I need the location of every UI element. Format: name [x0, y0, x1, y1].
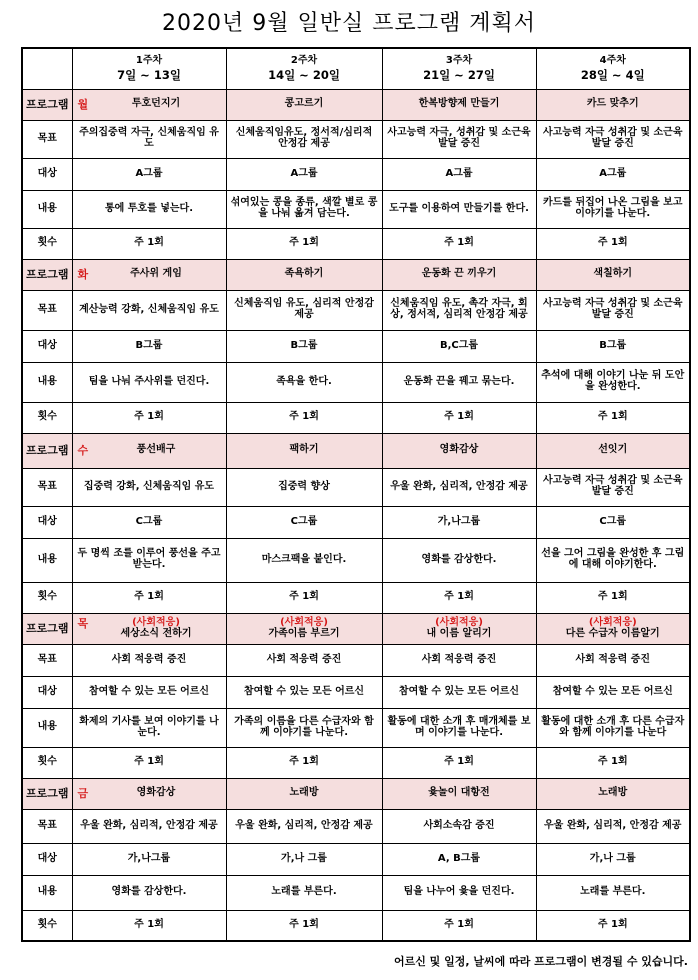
schedule-cell: 노래방: [226, 778, 382, 809]
schedule-cell: 주 1회: [72, 402, 226, 433]
goal-row: [22, 809, 690, 843]
schedule-cell: 콩고르기: [226, 89, 382, 120]
schedule-cell: A그룹: [226, 158, 382, 190]
schedule-cell: 마스크팩을 붙인다.: [226, 538, 382, 582]
goal-row: [22, 120, 690, 158]
program-name: 주사위 게임: [130, 267, 182, 279]
target-row: [22, 843, 690, 875]
program-row: [22, 613, 690, 644]
schedule-cell: 운동화 끈 끼우기: [382, 259, 536, 290]
goal-row: [22, 644, 690, 676]
week-header: [226, 48, 382, 89]
program-name: 영화감상: [136, 786, 176, 798]
schedule-cell: 활동에 대한 소개 후 매개체를 보며 이야기를 나눈다.: [382, 708, 536, 747]
schedule-cell: 우울 완화, 심리적, 안정감 제공: [382, 468, 536, 506]
week-label: 4주차: [599, 55, 626, 67]
row-label: 프로그램: [22, 613, 72, 644]
schedule-cell: 주 1회: [72, 228, 226, 259]
program-plan-table: [21, 47, 691, 942]
frequency-row: [22, 402, 690, 433]
schedule-cell: 사고능력 자극 성취감 및 소근육 발달 증진: [536, 290, 690, 330]
row-label: 대상: [22, 330, 72, 362]
week-dates: 28일 ~ 4일: [580, 67, 645, 82]
week-label: 3주차: [445, 55, 473, 67]
week-dates: 14일 ~ 20일: [268, 67, 340, 82]
program-name: 투호던지기: [131, 97, 181, 109]
schedule-cell: 영화를 감상한다.: [72, 875, 226, 910]
schedule-cell: A그룹: [72, 158, 226, 190]
schedule-cell: 주 1회: [382, 582, 536, 613]
target-row: [22, 158, 690, 190]
schedule-cell: 사고능력 자극, 성취감 및 소근육 발달 증진: [382, 120, 536, 158]
row-label: 목표: [22, 644, 72, 676]
week-header: [72, 48, 226, 89]
schedule-cell: 카드 맞추기: [536, 89, 690, 120]
schedule-cell: 선잇기: [536, 433, 690, 468]
schedule-cell: B,C그룹: [382, 330, 536, 362]
goal-row: [22, 290, 690, 330]
content-row: [22, 362, 690, 402]
schedule-cell: 가족의 이름을 다른 수급자와 함께 이야기를 나눈다.: [226, 708, 382, 747]
schedule-cell: 영화감상: [382, 433, 536, 468]
schedule-cell: 선을 그어 그림을 완성한 후 그림에 대해 이야기한다.: [536, 538, 690, 582]
row-label: 목표: [22, 120, 72, 158]
row-label: 목표: [22, 468, 72, 506]
schedule-cell: [382, 613, 536, 644]
schedule-cell: [72, 778, 226, 809]
schedule-cell: 주 1회: [536, 228, 690, 259]
row-label: 내용: [22, 190, 72, 228]
schedule-cell: 참여할 수 있는 모든 어르신: [382, 676, 536, 708]
schedule-cell: 주 1회: [72, 910, 226, 941]
schedule-cell: 주 1회: [226, 402, 382, 433]
schedule-cell: 사회 적응력 증진: [536, 644, 690, 676]
schedule-cell: B그룹: [536, 330, 690, 362]
social-tag: (사회적응): [280, 616, 328, 628]
page-title: 2020년 9월 일반실 프로그램 계획서: [162, 11, 536, 36]
program-name: 세상소식 전하기: [120, 627, 192, 639]
schedule-cell: 주 1회: [226, 910, 382, 941]
schedule-cell: 추석에 대해 이야기 나눈 뒤 도안을 완성한다.: [536, 362, 690, 402]
weekday-label: 월: [77, 97, 89, 111]
schedule-cell: A그룹: [382, 158, 536, 190]
row-label: 내용: [22, 708, 72, 747]
schedule-cell: C그룹: [226, 506, 382, 538]
schedule-cell: 사고능력 자극 성취감 및 소근육 발달 증진: [536, 120, 690, 158]
week-header: [536, 48, 690, 89]
schedule-cell: A, B그룹: [382, 843, 536, 875]
content-row: [22, 708, 690, 747]
row-label: 프로그램: [22, 259, 72, 290]
schedule-cell: 신체움직임유도, 정서적/심리적 안정감 제공: [226, 120, 382, 158]
schedule-cell: C그룹: [536, 506, 690, 538]
social-tag: (사회적응): [132, 616, 180, 628]
content-row: [22, 190, 690, 228]
schedule-cell: A그룹: [536, 158, 690, 190]
schedule-cell: 통에 투호를 넣는다.: [72, 190, 226, 228]
schedule-cell: 가,나 그룹: [226, 843, 382, 875]
schedule-cell: 우울 완화, 심리적, 안정감 제공: [536, 809, 690, 843]
row-label: 프로그램: [22, 778, 72, 809]
program-row: [22, 433, 690, 468]
weekday-label: 목: [77, 616, 89, 630]
schedule-cell: 주 1회: [226, 747, 382, 778]
row-label: 프로그램: [22, 89, 72, 120]
row-label: 대상: [22, 506, 72, 538]
schedule-cell: 가,나그룹: [72, 843, 226, 875]
row-label: 대상: [22, 158, 72, 190]
schedule-cell: 팀을 나눠 주사위를 던진다.: [72, 362, 226, 402]
schedule-cell: 사회 적응력 증진: [72, 644, 226, 676]
schedule-cell: 카드를 뒤집어 나온 그림을 보고 이야기를 나눈다.: [536, 190, 690, 228]
schedule-cell: B그룹: [226, 330, 382, 362]
frequency-row: [22, 228, 690, 259]
schedule-cell: 팀을 나누어 윷을 던진다.: [382, 875, 536, 910]
row-label: 목표: [22, 809, 72, 843]
program-name: 가족이름 부르기: [268, 627, 340, 639]
schedule-cell: 족욕을 한다.: [226, 362, 382, 402]
target-row: [22, 330, 690, 362]
schedule-cell: 참여할 수 있는 모든 어르신: [72, 676, 226, 708]
schedule-cell: [226, 613, 382, 644]
schedule-cell: 도구를 이용하여 만들기를 한다.: [382, 190, 536, 228]
schedule-cell: 족욕하기: [226, 259, 382, 290]
schedule-cell: 섞여있는 콩을 종류, 색깔 별로 콩을 나눠 옮겨 담는다.: [226, 190, 382, 228]
week-dates: 7일 ~ 13일: [117, 67, 181, 82]
schedule-cell: 두 명씩 조를 이루어 풍선을 주고 받는다.: [72, 538, 226, 582]
row-label: 횟수: [22, 582, 72, 613]
row-label: 내용: [22, 362, 72, 402]
schedule-cell: 집중력 향상: [226, 468, 382, 506]
week-header: [382, 48, 536, 89]
schedule-cell: 사고능력 자극 성취감 및 소근육 발달 증진: [536, 468, 690, 506]
schedule-cell: [72, 613, 226, 644]
schedule-cell: C그룹: [72, 506, 226, 538]
frequency-row: [22, 582, 690, 613]
target-row: [22, 676, 690, 708]
row-label: 횟수: [22, 747, 72, 778]
schedule-cell: 주 1회: [536, 402, 690, 433]
social-tag: (사회적응): [435, 616, 483, 628]
weekday-label: 금: [77, 786, 89, 800]
schedule-cell: 활동에 대한 소개 후 다른 수급자와 함께 이야기를 나눈다: [536, 708, 690, 747]
row-label: 대상: [22, 676, 72, 708]
schedule-cell: 주 1회: [536, 747, 690, 778]
frequency-row: [22, 910, 690, 941]
weekday-label: 화: [77, 267, 89, 281]
schedule-cell: 주 1회: [226, 228, 382, 259]
social-tag: (사회적응): [588, 616, 637, 628]
schedule-cell: 집중력 강화, 신체움직임 유도: [72, 468, 226, 506]
content-row: [22, 538, 690, 582]
schedule-cell: [72, 433, 226, 468]
schedule-cell: 색칠하기: [536, 259, 690, 290]
schedule-cell: 주 1회: [72, 747, 226, 778]
schedule-cell: 사회 적응력 증진: [226, 644, 382, 676]
schedule-cell: 주 1회: [382, 402, 536, 433]
schedule-cell: 화제의 기사를 보여 이야기를 나눈다.: [72, 708, 226, 747]
content-row: [22, 875, 690, 910]
program-name: 풍선배구: [136, 443, 176, 455]
schedule-cell: 팩하기: [226, 433, 382, 468]
schedule-cell: 주 1회: [226, 582, 382, 613]
row-label: 프로그램: [22, 433, 72, 468]
program-row: [22, 89, 690, 120]
week-header-row: [22, 48, 690, 89]
week-label: 1주차: [135, 55, 163, 67]
schedule-cell: [536, 613, 690, 644]
schedule-cell: B그룹: [72, 330, 226, 362]
schedule-cell: 윷놀이 대항전: [382, 778, 536, 809]
schedule-cell: 노래방: [536, 778, 690, 809]
schedule-cell: 가,나그룹: [382, 506, 536, 538]
schedule-cell: 주 1회: [382, 747, 536, 778]
schedule-cell: 사회소속감 증진: [382, 809, 536, 843]
frequency-row: [22, 747, 690, 778]
program-name: 다른 수급자 이름알기: [565, 627, 660, 639]
weekday-label: 수: [77, 443, 89, 457]
schedule-cell: 가,나 그룹: [536, 843, 690, 875]
schedule-cell: 우울 완화, 심리적, 안정감 제공: [72, 809, 226, 843]
row-label: 횟수: [22, 402, 72, 433]
schedule-cell: 참여할 수 있는 모든 어르신: [226, 676, 382, 708]
schedule-cell: 참여할 수 있는 모든 어르신: [536, 676, 690, 708]
schedule-cell: 주 1회: [72, 582, 226, 613]
target-row: [22, 506, 690, 538]
schedule-cell: 주 1회: [536, 582, 690, 613]
corner-cell: [22, 48, 72, 89]
schedule-cell: 노래를 부른다.: [536, 875, 690, 910]
schedule-cell: 신체움직임 유도, 촉각 자극, 회상, 정서적, 심리적 안정감 제공: [382, 290, 536, 330]
row-label: 내용: [22, 875, 72, 910]
week-label: 2주차: [290, 55, 318, 67]
schedule-cell: 주 1회: [382, 228, 536, 259]
schedule-cell: 한복방향제 만들기: [382, 89, 536, 120]
schedule-cell: 사회 적응력 증진: [382, 644, 536, 676]
schedule-cell: [72, 259, 226, 290]
program-row: [22, 778, 690, 809]
row-label: 횟수: [22, 228, 72, 259]
schedule-body: [22, 89, 690, 941]
schedule-cell: 우울 완화, 심리적, 안정감 제공: [226, 809, 382, 843]
footer-note: 어르신 및 일정, 날씨에 따라 프로그램이 변경될 수 있습니다.: [393, 955, 688, 968]
goal-row: [22, 468, 690, 506]
program-row: [22, 259, 690, 290]
schedule-cell: 계산능력 강화, 신체움직임 유도: [72, 290, 226, 330]
program-name: 내 이름 알리기: [426, 627, 492, 639]
row-label: 목표: [22, 290, 72, 330]
row-label: 횟수: [22, 910, 72, 941]
schedule-cell: 영화를 감상한다.: [382, 538, 536, 582]
row-label: 내용: [22, 538, 72, 582]
week-dates: 21일 ~ 27일: [423, 67, 495, 82]
schedule-cell: 주 1회: [382, 910, 536, 941]
schedule-cell: 주 1회: [536, 910, 690, 941]
row-label: 대상: [22, 843, 72, 875]
schedule-cell: 주의집중력 자극, 신체움직임 유도: [72, 120, 226, 158]
schedule-cell: 노래를 부른다.: [226, 875, 382, 910]
schedule-cell: 운동화 끈을 꿰고 묶는다.: [382, 362, 536, 402]
schedule-cell: 신체움직임 유도, 심리적 안정감 제공: [226, 290, 382, 330]
schedule-cell: [72, 89, 226, 120]
